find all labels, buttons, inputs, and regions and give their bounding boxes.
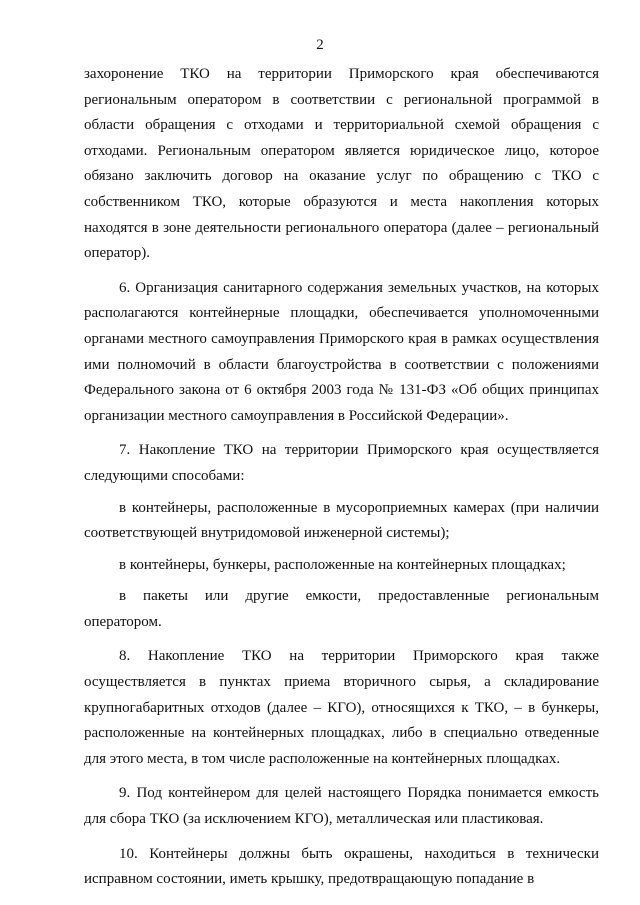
paragraph-item-7: 7. Накопление ТКО на территории Приморского края осуществляется следующими способами: [84,442,599,484]
paragraph-item-8: 8. Накопление ТКО на территории Приморского края также осуществляется в пунктах приема вторичного сырья, а складирование крупногабаритных отходов (далее – КГО), относящихся к ТКО, – в бункеры, расположенные на контейнерных площадках, либо в специально отведенные для этого места, в том числе расположенные на контейнерных площадках. [84,648,599,767]
paragraph-item-7-method-1: в контейнеры, расположенные в мусороприемных камерах (при наличии соответствующей внутридомовой инженерной системы); [84,499,599,542]
paragraph-item-7-method-2: в контейнеры, бункеры, расположенные на контейнерных площадках; [119,556,566,573]
paragraph-item-6: 6. Организация санитарного содержания земельных участков, на которых располагаются контейнерные площадки, обеспечивается уполномоченными органами местного самоуправления Приморского края в рамках осуществления ими полномочий в области благоустройства в соответствии с положениями Федерального закона от 6 октября 2003 года № 131-ФЗ «Об общих принципах организации местного самоуправления в Российской Федерации». [84,279,599,424]
paragraph-item-10: 10. Контейнеры должны быть окрашены, находиться в технически исправном состоянии, иметь крышку, предотвращающую попадание в [84,845,599,888]
paragraph-item-9: 9. Под контейнером для целей настоящего Порядка понимается емкость для сбора ТКО (за исключением КГО), металлическая или пластиковая. [84,785,599,828]
paragraph-item-7-method-3: в пакеты или другие емкости, предоставленные региональным оператором. [84,588,599,630]
page-number: 2 [316,37,324,53]
document-body [84,62,599,902]
paragraph-continuation-5: захоронение ТКО на территории Приморского края обеспечиваются региональным оператором в соответствии с региональной программой в области обращения с отходами и территориальной схемой обращения с отходами. Региональным оператором является юридическое лицо, которое обязано заключить договор на оказание услуг по обращению с ТКО с собственником ТКО, которые образуются и места накопления которых находятся в зоне деятельности регионального оператора (далее – региональный оператор). [84,66,599,262]
